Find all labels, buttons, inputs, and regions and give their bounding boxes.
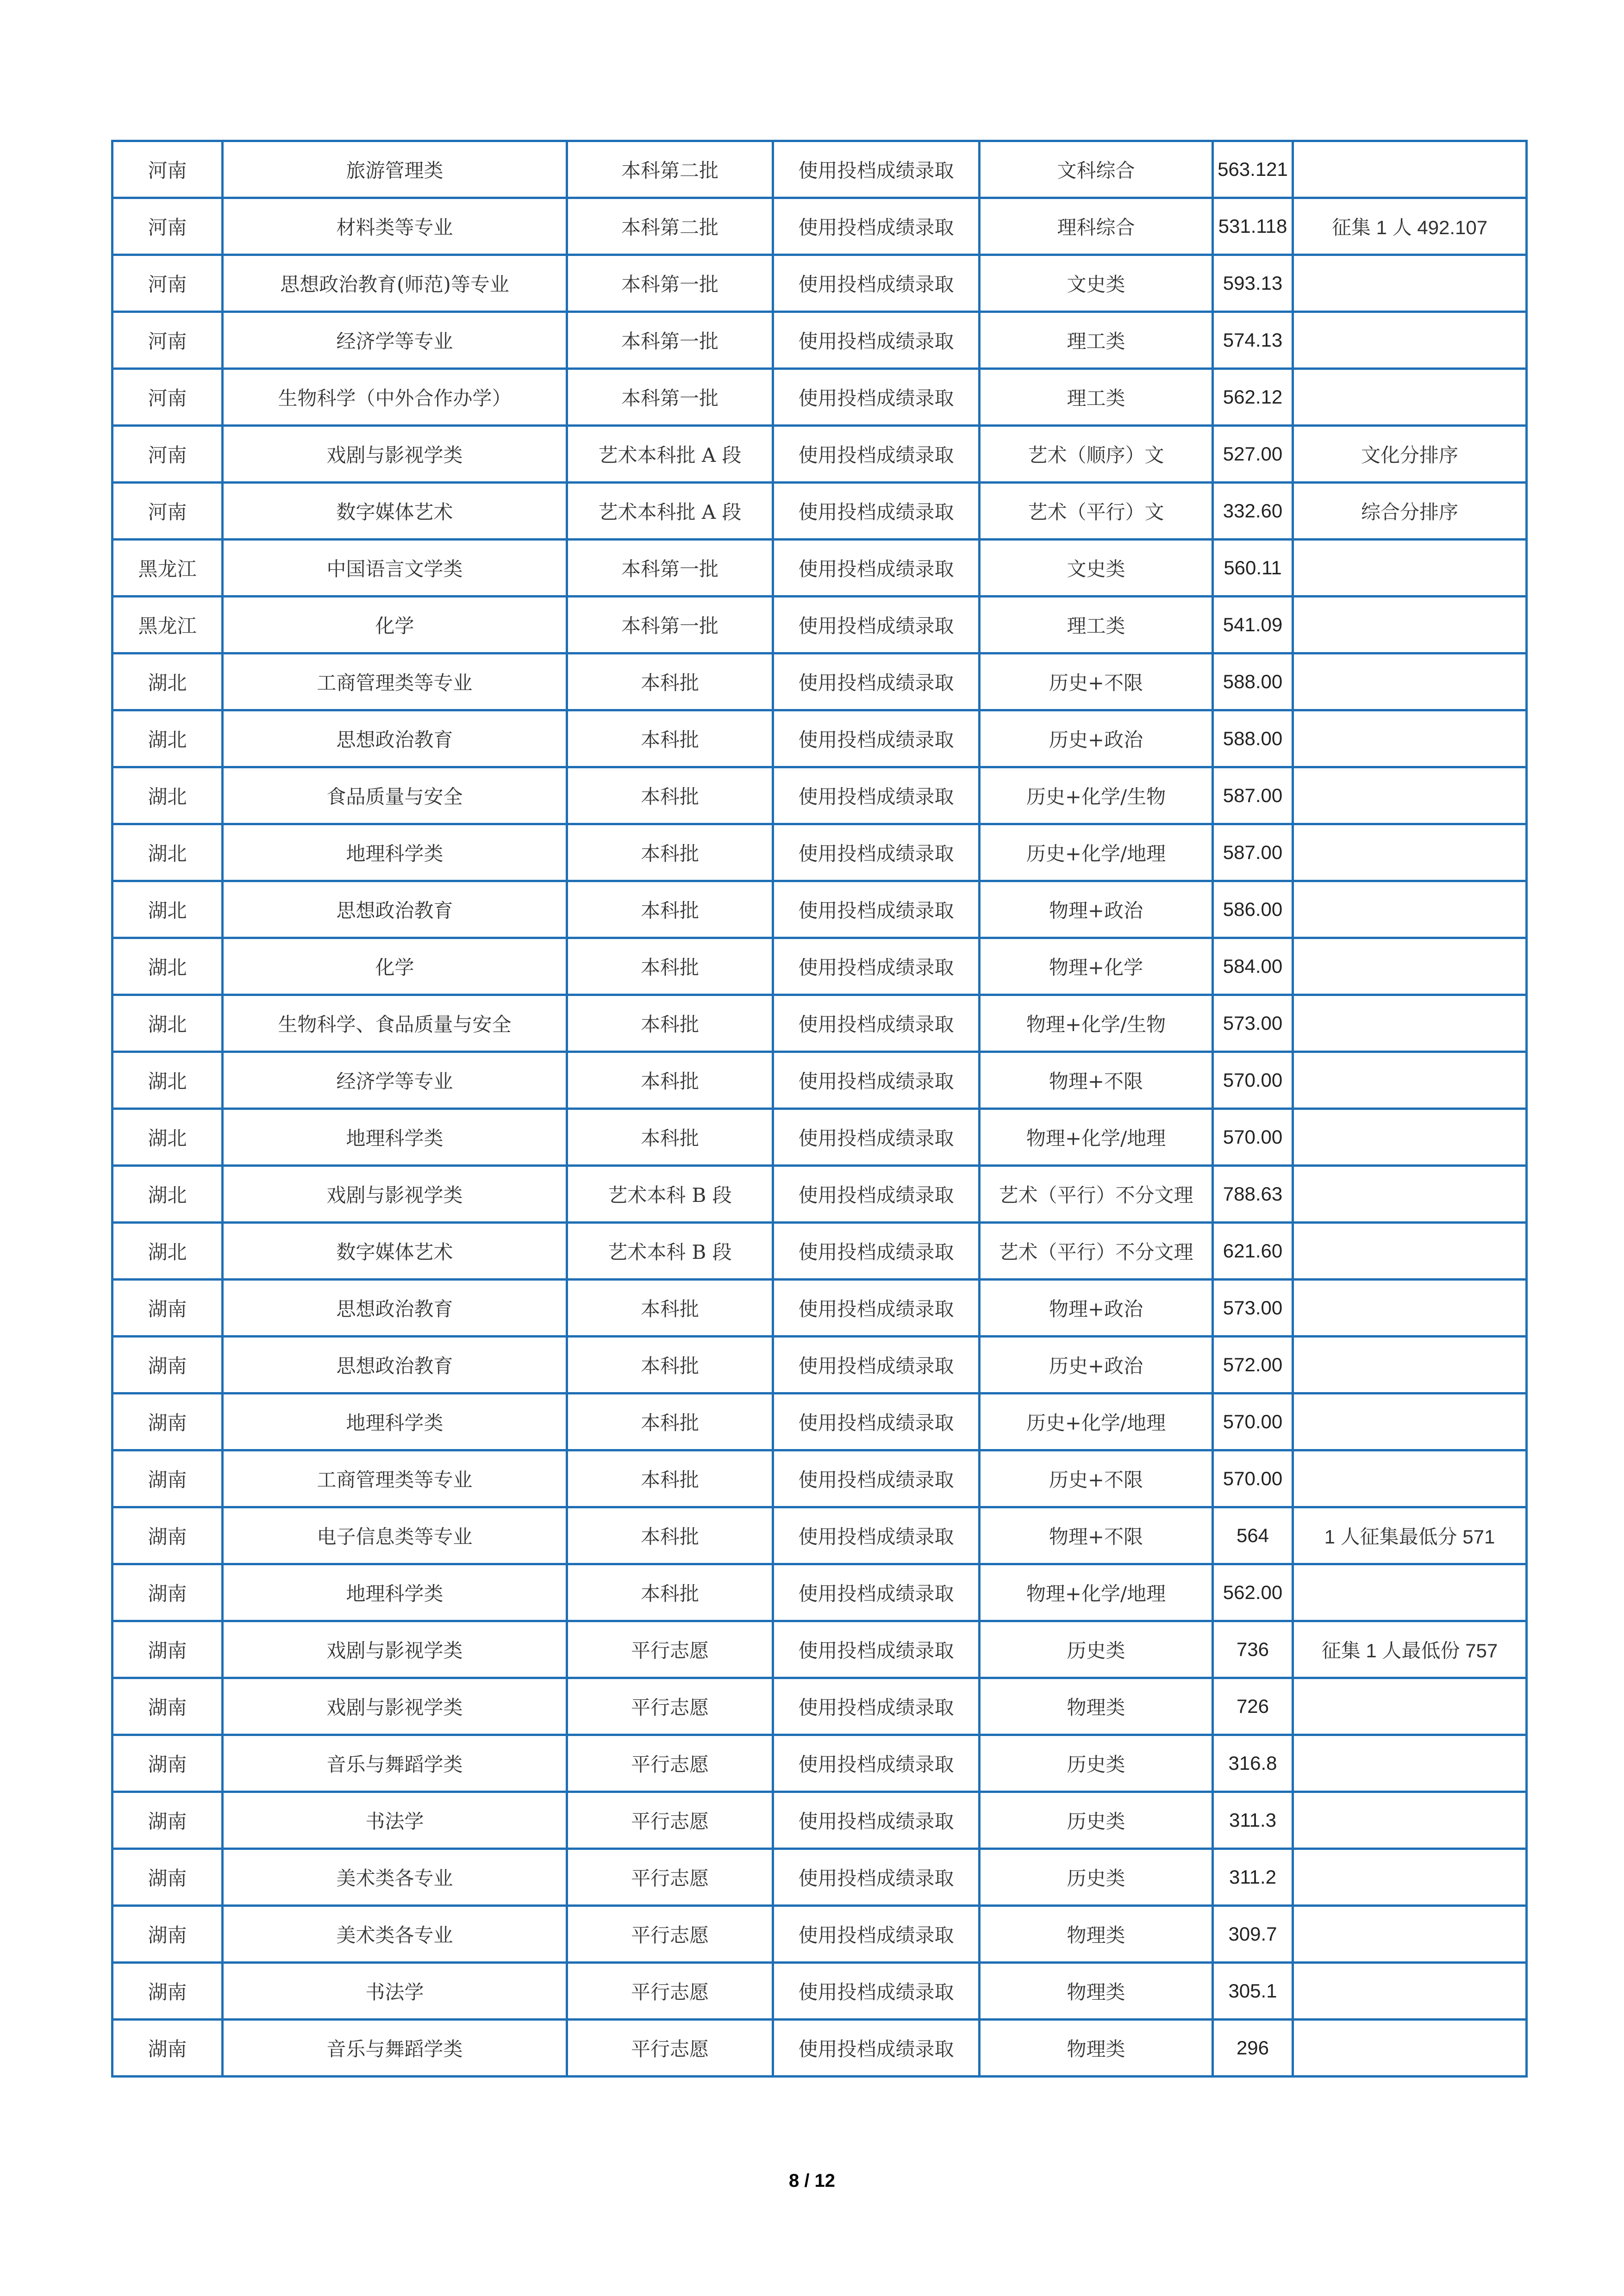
table-row: [112, 1849, 1527, 1906]
batch-cell: 艺术本科批 A 段: [567, 426, 773, 483]
min-score-cell: 527.00: [1213, 426, 1293, 483]
province-cell: 湖南: [112, 1906, 223, 1963]
batch-cell: 平行志愿: [567, 1735, 773, 1792]
province-cell: 湖北: [112, 824, 223, 881]
subject-category-cell: 历史类: [980, 1735, 1213, 1792]
admission-rule-cell: 使用投档成绩录取: [773, 426, 980, 483]
major-cell: 生物科学（中外合作办学）: [223, 369, 567, 426]
min-score-cell: 584.00: [1213, 938, 1293, 995]
admission-rule-cell: 使用投档成绩录取: [773, 995, 980, 1052]
major-cell: 戏剧与影视学类: [223, 1166, 567, 1223]
admission-rule-cell: 使用投档成绩录取: [773, 1849, 980, 1906]
page-number: 8 / 12: [788, 2171, 836, 2191]
province-cell: 湖南: [112, 1735, 223, 1792]
admission-rule-cell: 使用投档成绩录取: [773, 255, 980, 312]
major-cell: 美术类各专业: [223, 1849, 567, 1906]
remark-cell: [1293, 540, 1527, 597]
batch-cell: 本科第二批: [567, 141, 773, 198]
province-cell: 黑龙江: [112, 540, 223, 597]
batch-cell: 平行志愿: [567, 1621, 773, 1678]
admission-rule-cell: 使用投档成绩录取: [773, 2020, 980, 2077]
table-row: [112, 1337, 1527, 1394]
min-score-cell: 564: [1213, 1507, 1293, 1564]
min-score-cell: 621.60: [1213, 1223, 1293, 1280]
remark-cell: [1293, 312, 1527, 369]
major-cell: 中国语言文学类: [223, 540, 567, 597]
remark-cell: [1293, 1052, 1527, 1109]
subject-category-cell: 文史类: [980, 540, 1213, 597]
table-row: [112, 653, 1527, 710]
remark-cell: [1293, 1735, 1527, 1792]
batch-cell: 本科第一批: [567, 597, 773, 653]
table-row: [112, 1735, 1527, 1792]
subject-category-cell: 历史+化学/地理: [980, 824, 1213, 881]
remark-cell: [1293, 881, 1527, 938]
batch-cell: 平行志愿: [567, 1678, 773, 1735]
batch-cell: 本科批: [567, 881, 773, 938]
province-cell: 湖南: [112, 1678, 223, 1735]
province-cell: 湖南: [112, 1507, 223, 1564]
remark-cell: [1293, 1223, 1527, 1280]
min-score-cell: 296: [1213, 2020, 1293, 2077]
table-row: [112, 1450, 1527, 1507]
table-row: [112, 198, 1527, 255]
min-score-cell: 736: [1213, 1621, 1293, 1678]
remark-cell: [1293, 141, 1527, 198]
admission-rule-cell: 使用投档成绩录取: [773, 1564, 980, 1621]
min-score-cell: 574.13: [1213, 312, 1293, 369]
admission-rule-cell: 使用投档成绩录取: [773, 312, 980, 369]
table-row: [112, 1621, 1527, 1678]
batch-cell: 平行志愿: [567, 1792, 773, 1849]
batch-cell: 本科批: [567, 938, 773, 995]
batch-cell: 本科批: [567, 1507, 773, 1564]
province-cell: 湖北: [112, 767, 223, 824]
major-cell: 经济学等专业: [223, 1052, 567, 1109]
batch-cell: 本科批: [567, 1109, 773, 1166]
table-row: [112, 881, 1527, 938]
subject-category-cell: 历史+不限: [980, 653, 1213, 710]
remark-cell: 文化分排序: [1293, 426, 1527, 483]
province-cell: 湖南: [112, 1394, 223, 1450]
province-cell: 湖北: [112, 653, 223, 710]
min-score-cell: 587.00: [1213, 767, 1293, 824]
province-cell: 河南: [112, 312, 223, 369]
major-cell: 地理科学类: [223, 1394, 567, 1450]
remark-cell: 征集 1 人 492.107: [1293, 198, 1527, 255]
remark-cell: [1293, 2020, 1527, 2077]
remark-cell: 综合分排序: [1293, 483, 1527, 540]
min-score-cell: 332.60: [1213, 483, 1293, 540]
table-row: [112, 483, 1527, 540]
table-row: [112, 1166, 1527, 1223]
admission-rule-cell: 使用投档成绩录取: [773, 1052, 980, 1109]
admission-rule-cell: 使用投档成绩录取: [773, 824, 980, 881]
batch-cell: 本科批: [567, 653, 773, 710]
major-cell: 生物科学、食品质量与安全: [223, 995, 567, 1052]
min-score-cell: 572.00: [1213, 1337, 1293, 1394]
province-cell: 湖南: [112, 1280, 223, 1337]
table-row: [112, 2020, 1527, 2077]
admission-rule-cell: 使用投档成绩录取: [773, 1337, 980, 1394]
remark-cell: [1293, 938, 1527, 995]
province-cell: 河南: [112, 198, 223, 255]
min-score-cell: 563.121: [1213, 141, 1293, 198]
batch-cell: 本科批: [567, 767, 773, 824]
admission-rule-cell: 使用投档成绩录取: [773, 369, 980, 426]
major-cell: 旅游管理类: [223, 141, 567, 198]
subject-category-cell: 历史+政治: [980, 710, 1213, 767]
min-score-cell: 305.1: [1213, 1963, 1293, 2020]
major-cell: 化学: [223, 597, 567, 653]
remark-cell: [1293, 1564, 1527, 1621]
min-score-cell: 573.00: [1213, 995, 1293, 1052]
subject-category-cell: 艺术（顺序）文: [980, 426, 1213, 483]
major-cell: 书法学: [223, 1792, 567, 1849]
province-cell: 湖南: [112, 1450, 223, 1507]
admission-rule-cell: 使用投档成绩录取: [773, 1735, 980, 1792]
province-cell: 湖北: [112, 710, 223, 767]
table-body: [112, 141, 1527, 2077]
admission-rule-cell: 使用投档成绩录取: [773, 767, 980, 824]
admission-rule-cell: 使用投档成绩录取: [773, 597, 980, 653]
table-row: [112, 1792, 1527, 1849]
table-row: [112, 597, 1527, 653]
min-score-cell: 588.00: [1213, 653, 1293, 710]
remark-cell: [1293, 767, 1527, 824]
batch-cell: 本科批: [567, 710, 773, 767]
major-cell: 地理科学类: [223, 824, 567, 881]
admission-rule-cell: 使用投档成绩录取: [773, 1507, 980, 1564]
batch-cell: 平行志愿: [567, 1849, 773, 1906]
min-score-cell: 573.00: [1213, 1280, 1293, 1337]
subject-category-cell: 物理+化学/地理: [980, 1564, 1213, 1621]
min-score-cell: 726: [1213, 1678, 1293, 1735]
subject-category-cell: 文史类: [980, 255, 1213, 312]
table-row: [112, 824, 1527, 881]
batch-cell: 本科批: [567, 1052, 773, 1109]
province-cell: 湖北: [112, 1166, 223, 1223]
admission-scores-table: [111, 140, 1528, 2078]
subject-category-cell: 历史+化学/生物: [980, 767, 1213, 824]
province-cell: 湖北: [112, 881, 223, 938]
subject-category-cell: 历史+不限: [980, 1450, 1213, 1507]
subject-category-cell: 理工类: [980, 597, 1213, 653]
subject-category-cell: 文科综合: [980, 141, 1213, 198]
subject-category-cell: 物理类: [980, 1678, 1213, 1735]
table-row: [112, 369, 1527, 426]
min-score-cell: 570.00: [1213, 1052, 1293, 1109]
admission-rule-cell: 使用投档成绩录取: [773, 1963, 980, 2020]
subject-category-cell: 物理+政治: [980, 1280, 1213, 1337]
remark-cell: [1293, 710, 1527, 767]
admission-rule-cell: 使用投档成绩录取: [773, 540, 980, 597]
batch-cell: 本科第一批: [567, 312, 773, 369]
province-cell: 河南: [112, 483, 223, 540]
admission-rule-cell: 使用投档成绩录取: [773, 938, 980, 995]
remark-cell: 征集 1 人最低份 757: [1293, 1621, 1527, 1678]
batch-cell: 本科批: [567, 1450, 773, 1507]
admission-rule-cell: 使用投档成绩录取: [773, 1280, 980, 1337]
remark-cell: [1293, 255, 1527, 312]
table-row: [112, 426, 1527, 483]
remark-cell: [1293, 1280, 1527, 1337]
min-score-cell: 562.12: [1213, 369, 1293, 426]
admission-rule-cell: 使用投档成绩录取: [773, 198, 980, 255]
major-cell: 食品质量与安全: [223, 767, 567, 824]
subject-category-cell: 艺术（平行）不分文理: [980, 1223, 1213, 1280]
table-row: [112, 312, 1527, 369]
province-cell: 湖南: [112, 1963, 223, 2020]
province-cell: 黑龙江: [112, 597, 223, 653]
major-cell: 音乐与舞蹈学类: [223, 2020, 567, 2077]
subject-category-cell: 理科综合: [980, 198, 1213, 255]
min-score-cell: 316.8: [1213, 1735, 1293, 1792]
major-cell: 地理科学类: [223, 1564, 567, 1621]
min-score-cell: 309.7: [1213, 1906, 1293, 1963]
major-cell: 电子信息类等专业: [223, 1507, 567, 1564]
subject-category-cell: 物理类: [980, 1963, 1213, 2020]
subject-category-cell: 艺术（平行）不分文理: [980, 1166, 1213, 1223]
province-cell: 湖北: [112, 995, 223, 1052]
min-score-cell: 311.3: [1213, 1792, 1293, 1849]
admission-rule-cell: 使用投档成绩录取: [773, 1109, 980, 1166]
batch-cell: 本科批: [567, 1564, 773, 1621]
table-row: [112, 1223, 1527, 1280]
subject-category-cell: 历史类: [980, 1621, 1213, 1678]
subject-category-cell: 艺术（平行）文: [980, 483, 1213, 540]
table-row: [112, 540, 1527, 597]
admission-rule-cell: 使用投档成绩录取: [773, 483, 980, 540]
batch-cell: 平行志愿: [567, 1963, 773, 2020]
major-cell: 思想政治教育: [223, 881, 567, 938]
table-row: [112, 710, 1527, 767]
admission-rule-cell: 使用投档成绩录取: [773, 1450, 980, 1507]
major-cell: 工商管理类等专业: [223, 653, 567, 710]
min-score-cell: 560.11: [1213, 540, 1293, 597]
table-row: [112, 1906, 1527, 1963]
province-cell: 河南: [112, 426, 223, 483]
remark-cell: [1293, 1394, 1527, 1450]
table-row: [112, 255, 1527, 312]
subject-category-cell: 物理+化学: [980, 938, 1213, 995]
major-cell: 美术类各专业: [223, 1906, 567, 1963]
min-score-cell: 593.13: [1213, 255, 1293, 312]
table-row: [112, 1394, 1527, 1450]
admission-rule-cell: 使用投档成绩录取: [773, 710, 980, 767]
major-cell: 思想政治教育: [223, 710, 567, 767]
subject-category-cell: 物理类: [980, 2020, 1213, 2077]
subject-category-cell: 历史类: [980, 1792, 1213, 1849]
admission-rule-cell: 使用投档成绩录取: [773, 1678, 980, 1735]
table-row: [112, 1963, 1527, 2020]
province-cell: 湖北: [112, 1052, 223, 1109]
batch-cell: 本科第一批: [567, 540, 773, 597]
major-cell: 戏剧与影视学类: [223, 1678, 567, 1735]
batch-cell: 本科第一批: [567, 255, 773, 312]
table-row: [112, 141, 1527, 198]
province-cell: 河南: [112, 141, 223, 198]
admission-rule-cell: 使用投档成绩录取: [773, 1906, 980, 1963]
subject-category-cell: 历史+化学/地理: [980, 1394, 1213, 1450]
province-cell: 湖南: [112, 1849, 223, 1906]
subject-category-cell: 物理+不限: [980, 1507, 1213, 1564]
batch-cell: 本科批: [567, 824, 773, 881]
subject-category-cell: 物理+化学/生物: [980, 995, 1213, 1052]
subject-category-cell: 历史类: [980, 1849, 1213, 1906]
remark-cell: [1293, 1849, 1527, 1906]
remark-cell: [1293, 1166, 1527, 1223]
major-cell: 音乐与舞蹈学类: [223, 1735, 567, 1792]
major-cell: 数字媒体艺术: [223, 1223, 567, 1280]
admission-rule-cell: 使用投档成绩录取: [773, 1792, 980, 1849]
province-cell: 湖南: [112, 1792, 223, 1849]
remark-cell: [1293, 1678, 1527, 1735]
table-row: [112, 995, 1527, 1052]
min-score-cell: 541.09: [1213, 597, 1293, 653]
admission-rule-cell: 使用投档成绩录取: [773, 1223, 980, 1280]
remark-cell: [1293, 1109, 1527, 1166]
major-cell: 戏剧与影视学类: [223, 426, 567, 483]
major-cell: 工商管理类等专业: [223, 1450, 567, 1507]
batch-cell: 艺术本科 B 段: [567, 1166, 773, 1223]
remark-cell: [1293, 369, 1527, 426]
batch-cell: 平行志愿: [567, 2020, 773, 2077]
remark-cell: [1293, 1906, 1527, 1963]
batch-cell: 艺术本科批 A 段: [567, 483, 773, 540]
admission-rule-cell: 使用投档成绩录取: [773, 1394, 980, 1450]
subject-category-cell: 历史+政治: [980, 1337, 1213, 1394]
table-row: [112, 767, 1527, 824]
admission-rule-cell: 使用投档成绩录取: [773, 141, 980, 198]
subject-category-cell: 物理+不限: [980, 1052, 1213, 1109]
batch-cell: 本科批: [567, 1394, 773, 1450]
province-cell: 湖南: [112, 2020, 223, 2077]
province-cell: 湖南: [112, 1337, 223, 1394]
min-score-cell: 570.00: [1213, 1450, 1293, 1507]
min-score-cell: 570.00: [1213, 1394, 1293, 1450]
subject-category-cell: 理工类: [980, 369, 1213, 426]
major-cell: 书法学: [223, 1963, 567, 2020]
major-cell: 思想政治教育(师范)等专业: [223, 255, 567, 312]
major-cell: 化学: [223, 938, 567, 995]
batch-cell: 平行志愿: [567, 1906, 773, 1963]
table-row: [112, 1280, 1527, 1337]
admission-rule-cell: 使用投档成绩录取: [773, 1166, 980, 1223]
min-score-cell: 570.00: [1213, 1109, 1293, 1166]
table-row: [112, 1052, 1527, 1109]
batch-cell: 本科批: [567, 1337, 773, 1394]
table-row: [112, 1507, 1527, 1564]
batch-cell: 艺术本科 B 段: [567, 1223, 773, 1280]
subject-category-cell: 物理+化学/地理: [980, 1109, 1213, 1166]
min-score-cell: 588.00: [1213, 710, 1293, 767]
table-row: [112, 1109, 1527, 1166]
subject-category-cell: 物理+政治: [980, 881, 1213, 938]
province-cell: 湖北: [112, 938, 223, 995]
subject-category-cell: 理工类: [980, 312, 1213, 369]
batch-cell: 本科第一批: [567, 369, 773, 426]
province-cell: 湖北: [112, 1109, 223, 1166]
remark-cell: [1293, 1450, 1527, 1507]
batch-cell: 本科批: [567, 995, 773, 1052]
remark-cell: [1293, 1963, 1527, 2020]
min-score-cell: 311.2: [1213, 1849, 1293, 1906]
province-cell: 河南: [112, 255, 223, 312]
admission-rule-cell: 使用投档成绩录取: [773, 881, 980, 938]
remark-cell: [1293, 1792, 1527, 1849]
min-score-cell: 788.63: [1213, 1166, 1293, 1223]
table-row: [112, 938, 1527, 995]
min-score-cell: 531.118: [1213, 198, 1293, 255]
province-cell: 湖南: [112, 1564, 223, 1621]
subject-category-cell: 物理类: [980, 1906, 1213, 1963]
province-cell: 河南: [112, 369, 223, 426]
min-score-cell: 587.00: [1213, 824, 1293, 881]
admission-rule-cell: 使用投档成绩录取: [773, 653, 980, 710]
min-score-cell: 562.00: [1213, 1564, 1293, 1621]
remark-cell: [1293, 824, 1527, 881]
batch-cell: 本科批: [567, 1280, 773, 1337]
remark-cell: [1293, 597, 1527, 653]
remark-cell: [1293, 653, 1527, 710]
major-cell: 地理科学类: [223, 1109, 567, 1166]
major-cell: 数字媒体艺术: [223, 483, 567, 540]
remark-cell: [1293, 995, 1527, 1052]
major-cell: 思想政治教育: [223, 1280, 567, 1337]
province-cell: 湖北: [112, 1223, 223, 1280]
remark-cell: [1293, 1337, 1527, 1394]
batch-cell: 本科第二批: [567, 198, 773, 255]
major-cell: 思想政治教育: [223, 1337, 567, 1394]
major-cell: 经济学等专业: [223, 312, 567, 369]
province-cell: 湖南: [112, 1621, 223, 1678]
remark-cell: 1 人征集最低分 571: [1293, 1507, 1527, 1564]
admission-rule-cell: 使用投档成绩录取: [773, 1621, 980, 1678]
table-row: [112, 1678, 1527, 1735]
table-row: [112, 1564, 1527, 1621]
min-score-cell: 586.00: [1213, 881, 1293, 938]
major-cell: 戏剧与影视学类: [223, 1621, 567, 1678]
major-cell: 材料类等专业: [223, 198, 567, 255]
